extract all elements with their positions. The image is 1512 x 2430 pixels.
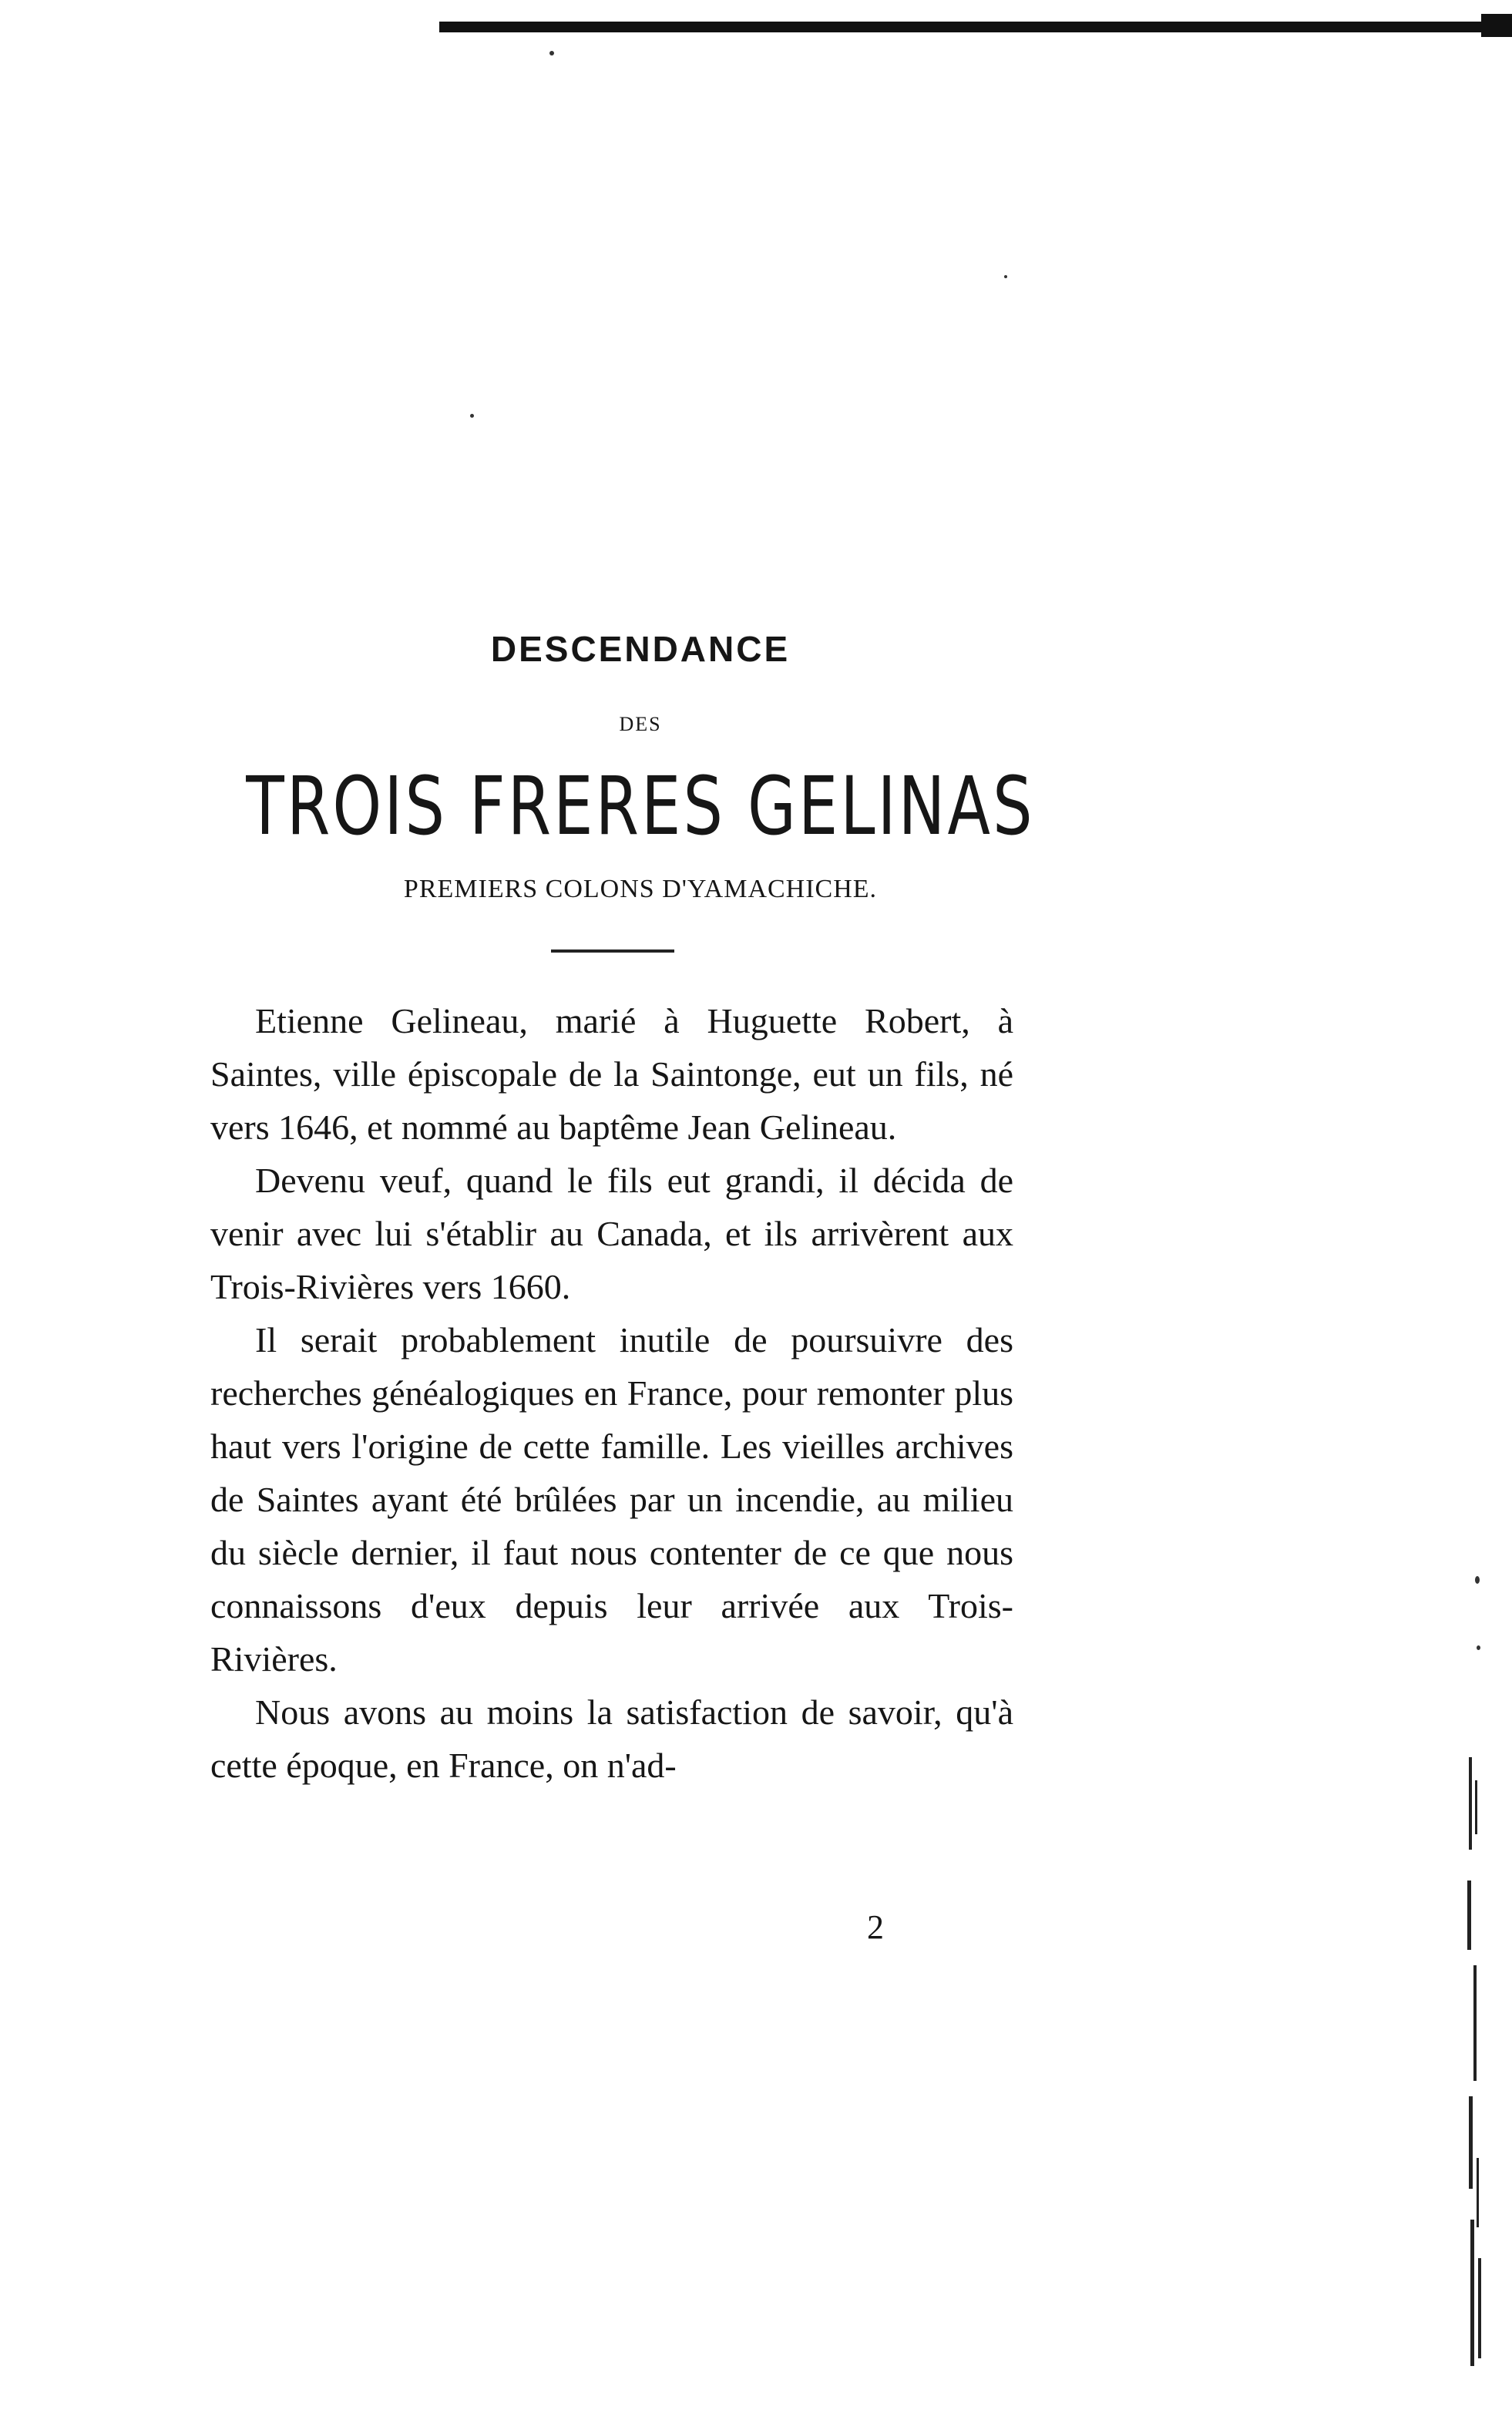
paragraph: Il serait probablement inutile de poursuivre des recherches généalogiques en France, pour remonter plus haut vers l'origine de cette famille. Les vieilles archives de Saintes ayant été brûlées par un incendie, au milieu du siècle dernier, il faut nous contenter de ce que nous connaissons d'eux depuis leur arrivée aux Trois-Rivières. xyxy=(210,1320,1013,1679)
speck xyxy=(470,414,474,418)
body-text xyxy=(210,994,1013,1792)
page-title: TROIS FRERES GELINAS xyxy=(246,759,1035,853)
speck xyxy=(1004,275,1007,278)
page-subtitle: PREMIERS COLONS D'YAMACHICHE. xyxy=(403,875,878,903)
speck xyxy=(1475,1576,1480,1584)
speck xyxy=(549,51,554,55)
page-number: 2 xyxy=(867,1908,884,1946)
page-edge-artifact xyxy=(1464,1757,1495,2374)
heading-connector: DES xyxy=(619,713,662,735)
paragraph: Nous avons au moins la satisfaction de savoir, qu'à cette époque, en France, on n'ad- xyxy=(210,1692,1013,1785)
paragraph: Devenu veuf, quand le fils eut grandi, il décida de venir avec lui s'établir au Canada, et ils arrivèrent aux Trois-Rivières vers 1660. xyxy=(210,1161,1013,1306)
title-divider xyxy=(551,949,674,953)
section-heading: DESCENDANCE xyxy=(490,629,791,669)
paragraph: Etienne Gelineau, marié à Huguette Robert, à Saintes, ville épiscopale de la Saintonge, eut un fils, né vers 1646, et nommé au baptême Jean Gelineau. xyxy=(210,1001,1013,1147)
speck xyxy=(1477,1645,1480,1650)
top-border-rule xyxy=(439,22,1512,32)
